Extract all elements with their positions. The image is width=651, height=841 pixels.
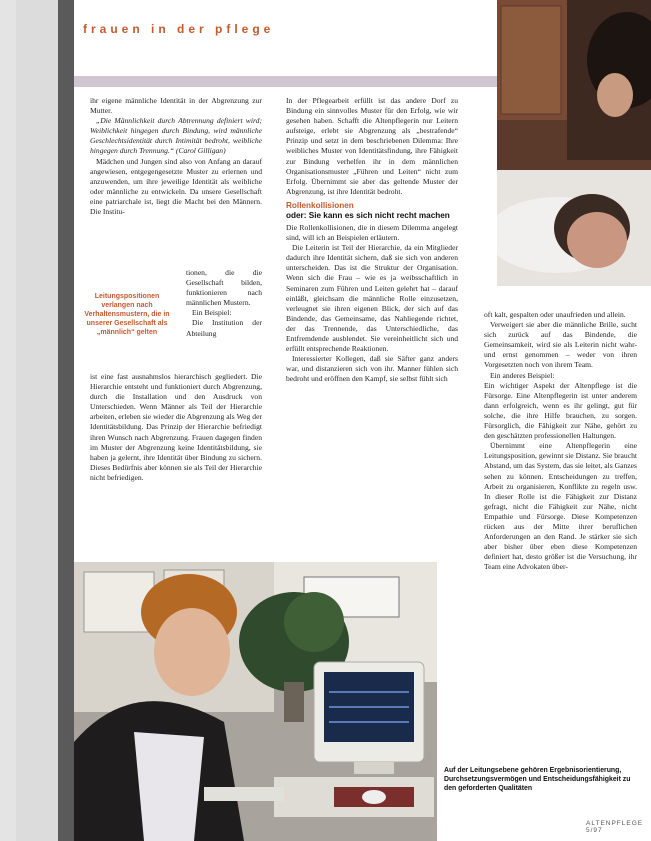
col2-bottom-2: Interessierter Kollegen, daß sie Säfter ganz anders war, und distanzieren sich von ihr. Manner fühlen sich bedroht und eröffnen den Kampf, sie selbst fühlt sich: [286, 354, 458, 384]
col1-rest: ist eine fast ausnahmslos hierarchisch gegliedert. Die Hierarchie entsteht und funktioniert durch Abgrenzung, durch die Installation und den Ausdruck von Unterschieden. Wenn Männer als Teil der Hierarchie arbeiten, erleben sie wieder die Abgrenzung als Weg der Identitätsbildung. Das Prinzip der Hierarchie befriedigt ihren Wunsch nach Abgrenzung. Frauen dagegen finden im Muster der Abgrenzung keine Identitätsbildung, sie haben ja gelernt, ihre Identität über Bindung zu sichern. Dieses Bedürfnis aber können sie als Teil der Hierarchie nicht befriedigen.: [90, 372, 262, 482]
running-head: frauen in der pflege: [83, 22, 275, 36]
col1-para-2: Mädchen und Jungen sind also von Anfang an darauf angewiesen, entgegengesetzte Muster zu erlernen und anzuwenden, um ihre jeweilige Identität als weibliche oder männliche zu entwickeln. Da unsere Gesellschaft eine patriarchale ist, liegt die Macht bei den Männern. Die Institu-: [90, 156, 262, 217]
col2-mid: Die Rollenkollisionen, die in diesem Dilemma angelegt sind, will ich an Beispielen erläutern.: [286, 222, 458, 243]
photo-caption: Auf der Leitungsebene gehören Ergebnisorientierung, Durchsetzungsvermögen und Entscheidungsfähigkeit zu den geforderten Qualitäten: [444, 767, 631, 792]
col3-para-5: Übernimmt eine Altenpflegerin eine Leitungsposition, gewinnt sie Distanz. Sie braucht Abstand, um das System, das sie leitet, als Ganzes sehen zu können. Entscheidungen zu treffen, Arbeit zu organisieren, Konflikte zu regeln usw. In dieser Rolle ist die Fähigkeit zur Distanz gefragt, nicht die Fähigkeit zur Nähe, nicht Empathie und Fürsorge. Diese Kompetenzen rücken aus der Mitte ihrer beruflichen Anforderungen an den Rand. Je stärker sie sich aber bisher über eben diese Kompetenzen definiert hat, desto größer ist die Versuchung, ihr Team eine Advokaten über-: [484, 441, 637, 572]
col3-para-2: Verweigert sie aber die männliche Brille, sucht sich zurück auf das Bindende, die Gemeinsamkeit, wird sie als Leiterin nicht wahr- und ernst genommen – weder von ihren Vorgesetzten noch von ihrem Team.: [484, 320, 637, 370]
col2-top: In der Pflegearbeit erfüllt ist das andere Dorf zu Bindung ein sinnvolles Muster für den Erfolg, wie wir gesehen haben. Schafft die Altenpflegerin nur Leitern aufsteige, erlebt sie Abgrenzung als „bestrafende“ Prinzip und setzt in dem beschriebenen Dilemma: Ihre weibliches Muster von Identitätsfindung, ihre Fähigkeit zur Bindung verhelfen ihr in dem männlichen Organisationsmuster „Führen und Leiten“ nicht zum Erfolg. Übernimmt sie aber das geltende Muster der Abgrenzung, ist ihre Identität bedroht.: [286, 96, 458, 196]
text-column-2: [286, 96, 458, 384]
col2-subheading: [286, 201, 458, 221]
col3-para-1: oft kalt, gespalten oder unaufrieden und allein.: [484, 310, 626, 319]
col2-subheading-b: oder: Sie kann es sich nicht recht machen: [286, 210, 450, 220]
page-folio: ALTENPFLEGE 5/97: [586, 820, 644, 834]
col1-wrap-text: tionen, die die Gesellschaft bilden, funktionieren nach männlichen Mustern.: [186, 268, 262, 308]
col1-quote: „Die Männlichkeit durch Abtrennung definiert wird; Weiblichkeit hingegen durch Bindung, wird männliche Geschlechtsidentität durch Intimität bedroht, weibliche hingegen durch Trennung.“ (Carol Gilligan): [90, 116, 262, 156]
col1-para-1: ihr eigene männliche Identität in der Abgrenzung zur Mutter.: [90, 96, 262, 116]
text-column-1-rest: [90, 372, 262, 483]
pull-quote: Leitungspositionen verlangen nach Verhaltensmustern, die in unserer Gesellschaft als „männlich“ gelten: [84, 293, 170, 336]
photo-nurse-with-patient: [497, 0, 651, 292]
col2-subheading-a: Rollenkollisionen: [286, 200, 354, 210]
scan-binding-shadow: [58, 0, 74, 841]
col3-para-4: Ein wichtiger Aspekt der Altenpflege ist die Fürsorge. Eine Altenpflegerin ist unter anderem dann erfolgreich, wenn es ihr gelingt, gut für solche, die ihre Hilfe brauchen, zu sorgen. Fürsorglich, die Fähigkeit zur Nähe, gehört zu den geschätzten professionellen Haltungen.: [484, 380, 637, 441]
col1-wrap-institution: Die Institution der Abteilung: [186, 318, 262, 338]
photo-nurse-with-patient-graphic: [497, 0, 651, 292]
text-column-3: [484, 310, 637, 572]
col2-bottom: Die Leiterin ist Teil der Hierarchie, da ein Mitglieder dadurch ihre Identität sichern, daß sie sich von anderen unterscheiden. Das ist die Struktur der Organisation. Wenn sich die Frau – wie es ja weibsschaftlich in Seminaren zum Führen und Leiten gelehrt hat – darauf einläßt, gleichsam die männliche Rolle einzusetzen, verleugnet sie ihren eigenen Blick, der sich auf das Bindende, das Gemeinsame, das Nahliegende richtet, der das Trennende, das Unterschiedliche, das Entfremdende ausblendet. Sie vereinheitlicht sich und erfüllt entsprechende Reaktionen.: [286, 243, 458, 354]
col1-wrap-example: Ein Beispiel:: [192, 308, 232, 318]
photo-woman-at-computer-graphic: [74, 562, 437, 841]
text-column-1-wrap: [186, 268, 262, 339]
col3-para-3: Ein anderes Beispiel:: [490, 370, 555, 380]
scan-margin-grey: [16, 0, 58, 841]
text-column-1: [90, 96, 262, 217]
photo-woman-at-computer: [74, 562, 437, 841]
